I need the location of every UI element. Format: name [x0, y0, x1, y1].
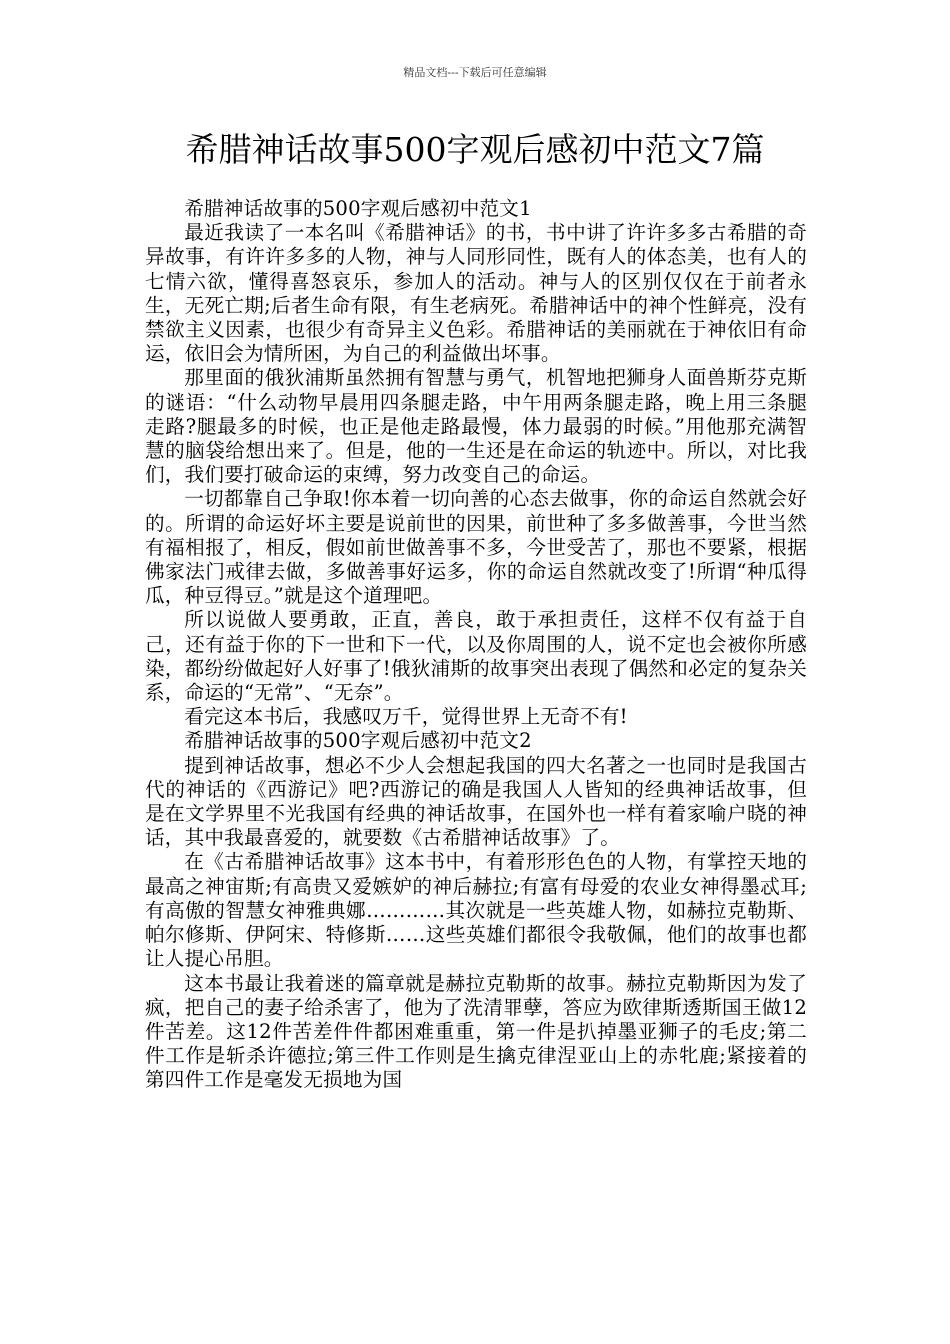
document-title: 希腊神话故事500字观后感初中范文7篇 [185, 130, 765, 169]
page-header: 精品文档---下载后可任意编辑 [403, 66, 547, 79]
paragraph: 一切都靠自己争取!你本着一切向善的心态去做事，你的命运自然就会好的。所谓的命运好坏主要是说前世的因果，前世种了多多做善事，今世当然有福相报了，相反，假如前世做善事不多，今世受苦了，那也不要紧，根据佛家法门戒律去做，多做善事好运多，你的命运自然就改变了!所谓“种瓜得瓜，种豆得豆。”就是这个道理吧。 [145, 487, 807, 608]
paragraph: 所以说做人要勇敢，正直，善良，敢于承担责任，这样不仅有益于自己，还有益于你的下一世和下一代，以及你周围的人，说不定也会被你所感染，都纷纷做起好人好事了!俄狄浦斯的故事突出表现了偶然和必定的复杂关系，命运的“无常”、“无奈”。 [145, 608, 807, 705]
document-body [145, 197, 807, 1093]
paragraph: 在《古希腊神话故事》这本书中，有着形形色色的人物，有掌控天地的最高之神宙斯;有高贵又爱嫉妒的神后赫拉;有富有母爱的农业女神得墨忒耳;有高傲的智慧女神雅典娜…………其次就是一些英雄人物，如赫拉克勒斯、帕尔修斯、伊阿宋、特修斯……这些英雄们都很令我敬佩，他们的故事也都让人提心吊胆。 [145, 850, 807, 971]
paragraph: 这本书最让我着迷的篇章就是赫拉克勒斯的故事。赫拉克勒斯因为发了疯，把自己的妻子给杀害了，他为了洗清罪孽，答应为欧律斯透斯国王做12件苦差。这12件苦差件件都困难重重，第一件是扒掉墨亚狮子的毛皮;第二件工作是斩杀许德拉;第三件工作则是生擒克律涅亚山上的赤牝鹿;紧接着的第四件工作是毫发无损地为国 [145, 971, 807, 1092]
paragraph: 提到神话故事，想必不少人会想起我国的四大名著之一也同时是我国古代的神话的《西游记》吧?西游记的确是我国人人皆知的经典神话故事，但是在文学界里不光我国有经典的神话故事，在国外也一样有着家喻户晓的神话，其中我最喜爱的，就要数《古希腊神话故事》了。 [145, 753, 807, 850]
paragraph: 最近我读了一本名叫《希腊神话》的书，书中讲了许许多多古希腊的奇异故事，有许许多多的人物，神与人同形同性，既有人的体态美，也有人的七情六欲，懂得喜怒哀乐，参加人的活动。神与人的区别仅仅在于前者永生，无死亡期;后者生命有限，有生老病死。希腊神话中的神个性鲜亮，没有禁欲主义因素，也很少有奇异主义色彩。希腊神话的美丽就在于神依旧有命运，依旧会为情所困，为自己的利益做出坏事。 [145, 221, 807, 366]
section-heading-1: 希腊神话故事的500字观后感初中范文1 [184, 197, 532, 220]
paragraph: 那里面的俄狄浦斯虽然拥有智慧与勇气，机智地把狮身人面兽斯芬克斯的谜语：“什么动物早晨用四条腿走路，中午用两条腿走路，晚上用三条腿走路?腿最多的时候，也正是他走路最慢，体力最弱的时候。”用他那充满智慧的脑袋给想出来了。但是，他的一生还是在命运的轨迹中。所以，对比我们，我们要打破命运的束缚，努力改变自己的命运。 [145, 366, 807, 487]
paragraph: 看完这本书后，我感叹万千，觉得世界上无奇不有! [184, 705, 628, 729]
section-heading-2: 希腊神话故事的500字观后感初中范文2 [184, 729, 532, 753]
